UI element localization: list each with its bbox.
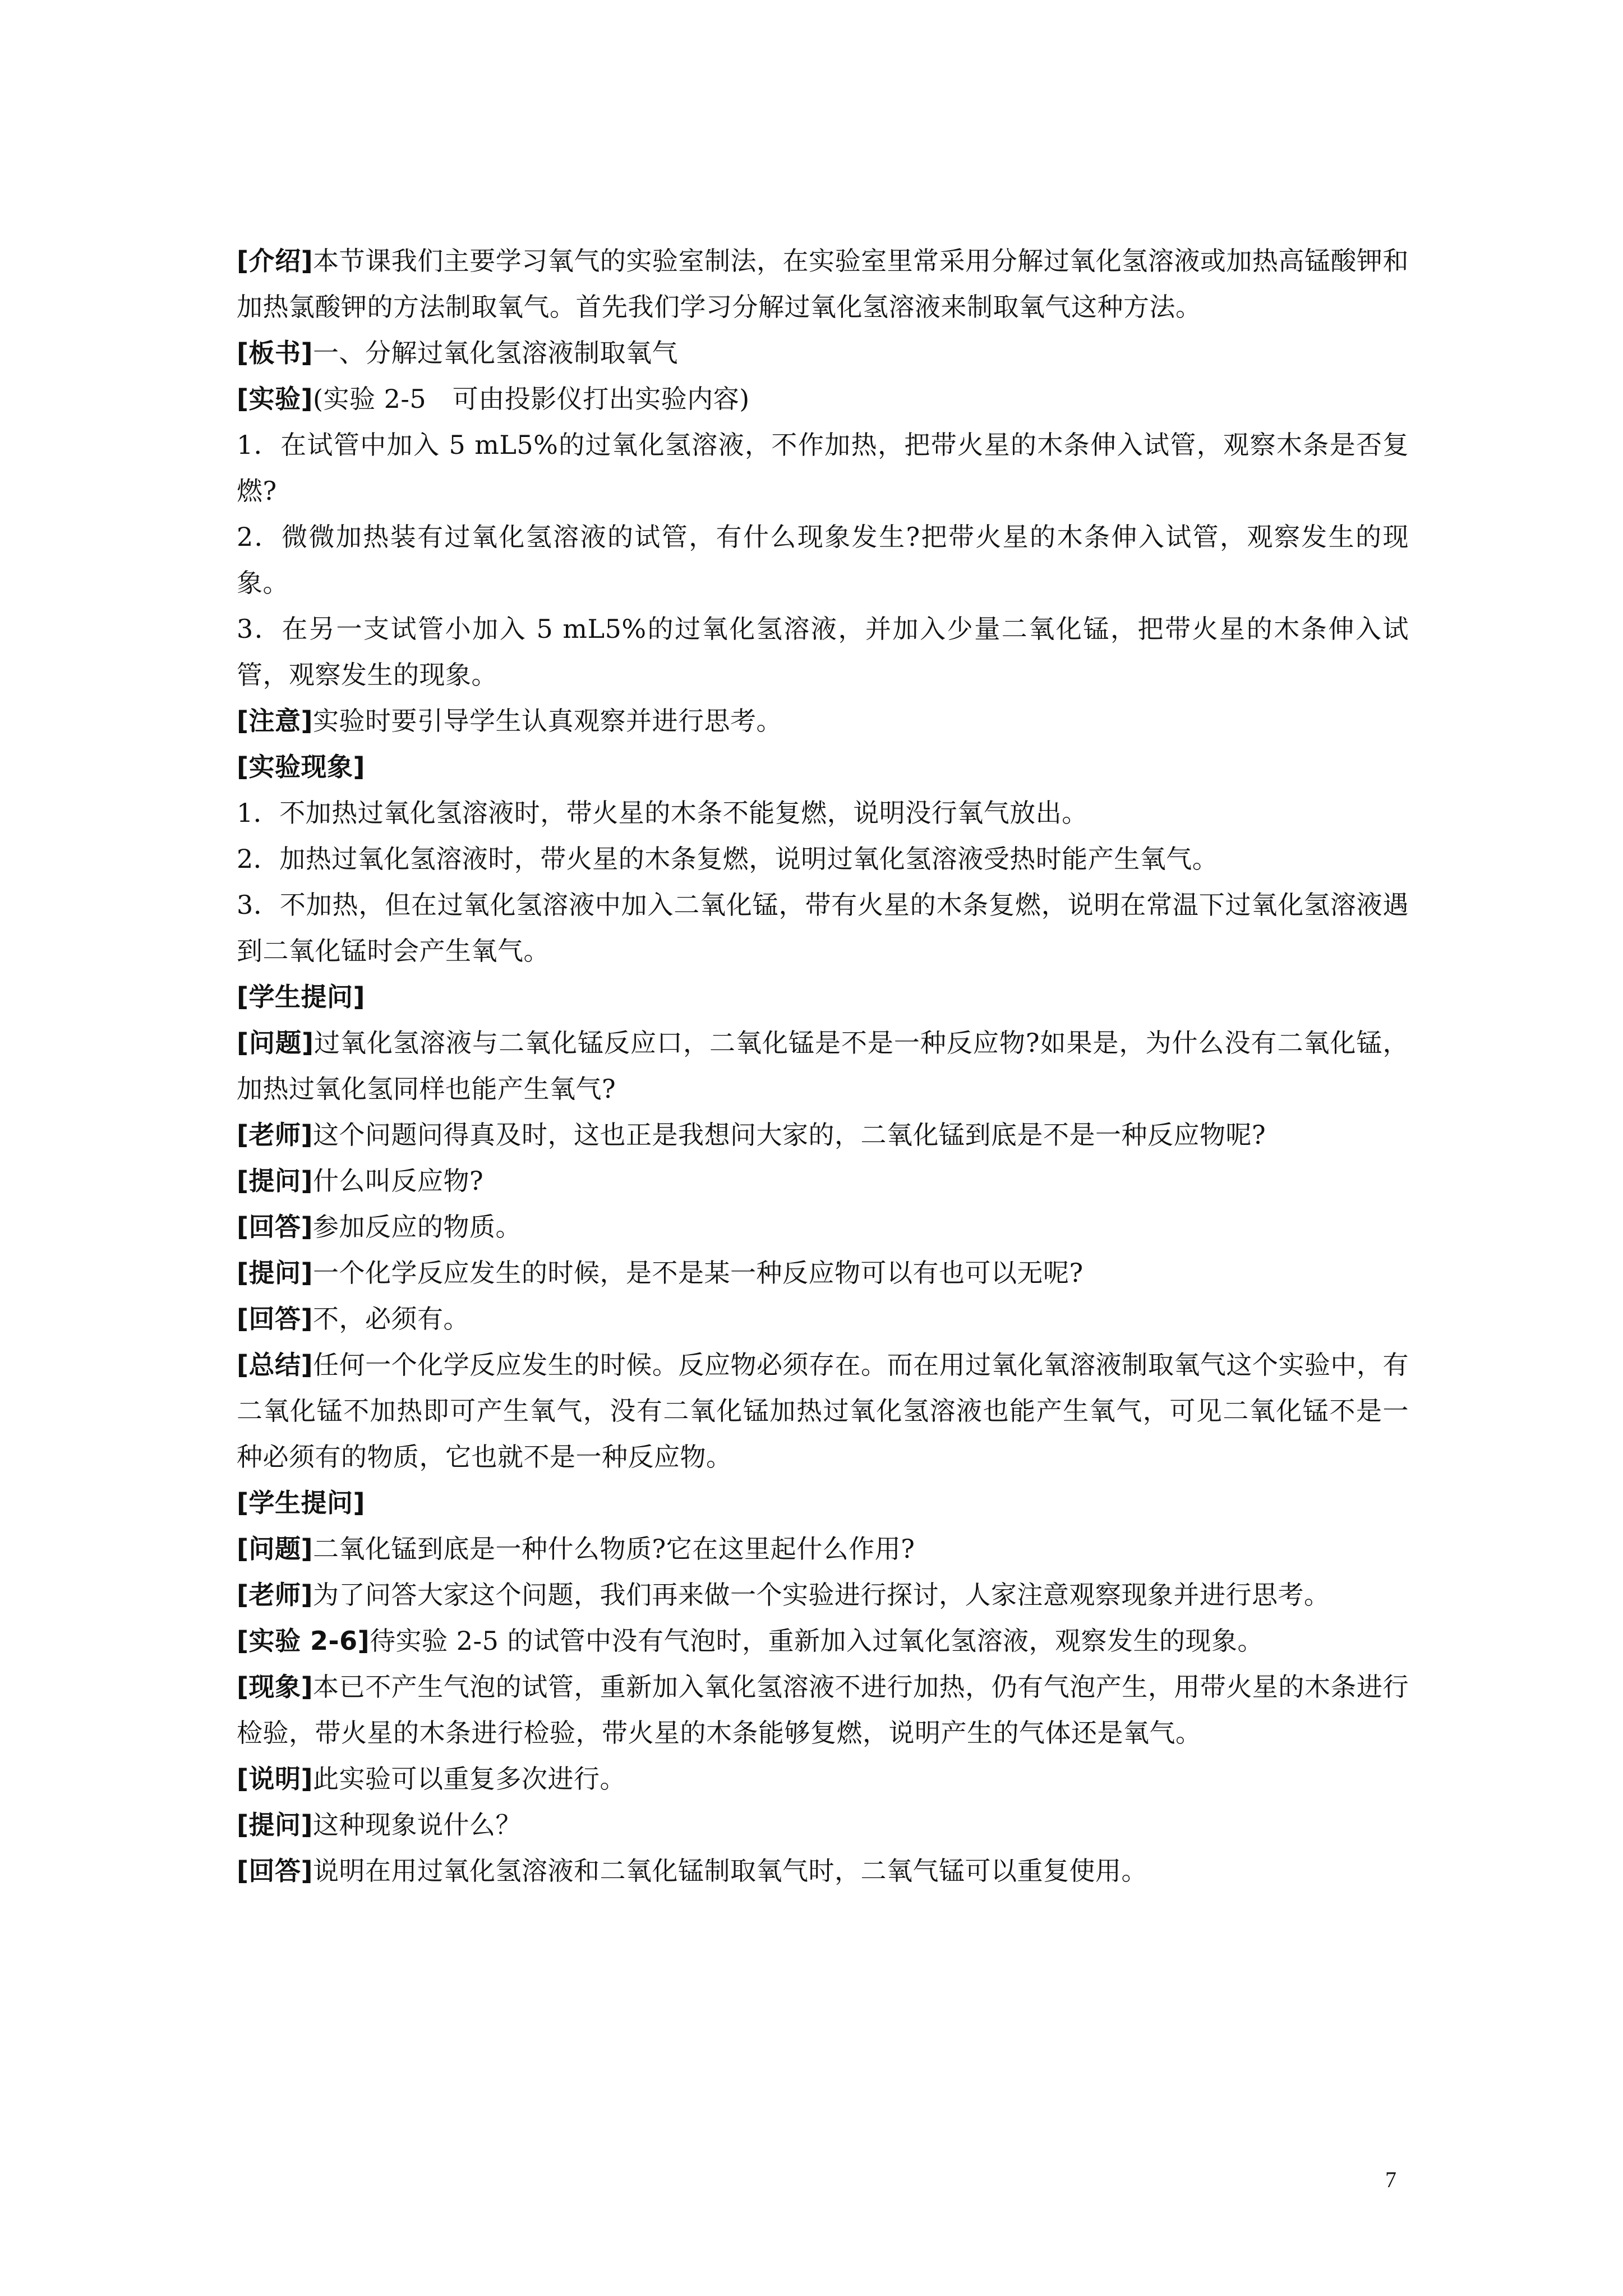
section-tag: [提问] <box>237 1166 313 1196</box>
paragraph-text: 过氧化氢溶液与二氧化锰反应口，二氧化锰是不是一种反应物?如果是，为什么没有二氧化锰，加热过氧化氢同样也能产生氧气? <box>237 1028 1409 1104</box>
section-tag: [学生提问] <box>237 1488 366 1518</box>
paragraph <box>237 1572 1409 1618</box>
paragraph-text: 不，必须有。 <box>313 1304 470 1334</box>
paragraph-text: 待实验 2-5 的试管中没有气泡时，重新加入过氧化氢溶液，观察发生的现象。 <box>370 1626 1264 1656</box>
paragraph-text: (实验 2-5 可由投影仪打出实验内容) <box>313 384 750 414</box>
paragraph <box>237 606 1409 698</box>
paragraph <box>237 974 1409 1020</box>
section-tag: [注意] <box>237 706 313 736</box>
page-number: 7 <box>1385 2167 1396 2192</box>
paragraph-text: 2．微微加热装有过氧化氢溶液的试管，有什么现象发生?把带火星的木条伸入试管，观察发生的现象。 <box>237 522 1409 598</box>
paragraph <box>237 790 1409 836</box>
section-tag: [老师] <box>237 1580 313 1610</box>
section-tag: [问题] <box>237 1028 314 1058</box>
section-tag: [现象] <box>237 1672 313 1702</box>
section-tag: [回答] <box>237 1304 313 1334</box>
section-tag: [实验 2-6] <box>237 1626 370 1656</box>
section-tag: [板书] <box>237 338 313 368</box>
paragraph <box>237 1112 1409 1158</box>
paragraph-text: 说明在用过氧化氢溶液和二氧化锰制取氧气时，二氧气锰可以重复使用。 <box>313 1856 1148 1886</box>
section-tag: [回答] <box>237 1212 313 1242</box>
paragraph-text: 1．在试管中加入 5 mL5%的过氧化氢溶液，不作加热，把带火星的木条伸入试管，观察木条是否复燃? <box>237 430 1409 506</box>
paragraph-text: 3．在另一支试管小加入 5 mL5%的过氧化氢溶液，并加入少量二氧化锰，把带火星的木条伸入试管，观察发生的现象。 <box>237 614 1409 690</box>
paragraph-text: 实验时要引导学生认真观察并进行思考。 <box>313 706 783 736</box>
paragraph-text: 什么叫反应物? <box>313 1166 484 1196</box>
paragraph-text: 这种现象说什么？ <box>313 1810 522 1840</box>
paragraph <box>237 1296 1409 1342</box>
paragraph <box>237 1020 1409 1112</box>
paragraph <box>237 1802 1409 1848</box>
section-tag: [实验现象] <box>237 752 366 782</box>
paragraph-text: 一个化学反应发生的时候，是不是某一种反应物可以有也可以无呢? <box>313 1258 1083 1288</box>
paragraph <box>237 1618 1409 1664</box>
paragraph <box>237 1848 1409 1894</box>
paragraph <box>237 1250 1409 1296</box>
paragraph-text: 一、分解过氧化氢溶液制取氧气 <box>313 338 679 368</box>
paragraph <box>237 882 1409 974</box>
paragraph-text: 1．不加热过氧化氢溶液时，带火星的木条不能复燃，说明没行氧气放出。 <box>237 798 1088 828</box>
section-tag: [总结] <box>237 1350 313 1380</box>
paragraph <box>237 1158 1409 1204</box>
paragraph <box>237 1480 1409 1526</box>
paragraph-text: 2．加热过氧化氢溶液时，带火星的木条复燃，说明过氧化氢溶液受热时能产生氧气。 <box>237 844 1219 874</box>
paragraph <box>237 514 1409 606</box>
paragraph-text: 为了问答大家这个问题，我们再来做一个实验进行探讨，人家注意观察现象并进行思考。 <box>313 1580 1330 1610</box>
paragraph <box>237 744 1409 790</box>
paragraph-text: 二氧化锰到底是一种什么物质?它在这里起什么作用? <box>313 1534 915 1564</box>
paragraph <box>237 422 1409 514</box>
paragraph <box>237 1342 1409 1480</box>
paragraph <box>237 1664 1409 1756</box>
section-tag: [回答] <box>237 1856 313 1886</box>
paragraph <box>237 376 1409 422</box>
paragraph <box>237 330 1409 376</box>
paragraph <box>237 1756 1409 1802</box>
paragraph <box>237 1526 1409 1572</box>
section-tag: [实验] <box>237 384 313 414</box>
paragraph-text: 3．不加热，但在过氧化氢溶液中加入二氧化锰，带有火星的木条复燃，说明在常温下过氧化氢溶液遇到二氧化锰时会产生氧气。 <box>237 890 1409 966</box>
section-tag: [提问] <box>237 1258 313 1288</box>
paragraph <box>237 698 1409 744</box>
paragraph-text: 本节课我们主要学习氧气的实验室制法，在实验室里常采用分解过氧化氢溶液或加热高锰酸钾和加热氯酸钾的方法制取氧气。首先我们学习分解过氧化氢溶液来制取氧气这种方法。 <box>237 246 1409 322</box>
paragraph-text: 本已不产生气泡的试管，重新加入氧化氢溶液不进行加热，仍有气泡产生，用带火星的木条进行检验，带火星的木条进行检验，带火星的木条能够复燃，说明产生的气体还是氧气。 <box>237 1672 1409 1748</box>
section-tag: [问题] <box>237 1534 313 1564</box>
section-tag: [提问] <box>237 1810 313 1840</box>
section-tag: [学生提问] <box>237 982 366 1012</box>
paragraph <box>237 1204 1409 1250</box>
section-tag: [老师] <box>237 1120 313 1150</box>
document-body <box>237 238 1409 1894</box>
paragraph <box>237 836 1409 882</box>
section-tag: [介绍] <box>237 246 313 276</box>
paragraph-text: 这个问题问得真及时，这也正是我想问大家的，二氧化锰到底是不是一种反应物呢? <box>313 1120 1266 1150</box>
paragraph-text: 此实验可以重复多次进行。 <box>313 1764 626 1794</box>
section-tag: [说明] <box>237 1764 313 1794</box>
paragraph <box>237 238 1409 330</box>
paragraph-text: 任何一个化学反应发生的时候。反应物必须存在。而在用过氧化氧溶液制取氧气这个实验中，有二氧化锰不加热即可产生氧气，没有二氧化锰加热过氧化氢溶液也能产生氧气，可见二氧化锰不是一种必须有的物质，它也就不是一种反应物。 <box>237 1350 1409 1472</box>
paragraph-text: 参加反应的物质。 <box>313 1212 522 1242</box>
